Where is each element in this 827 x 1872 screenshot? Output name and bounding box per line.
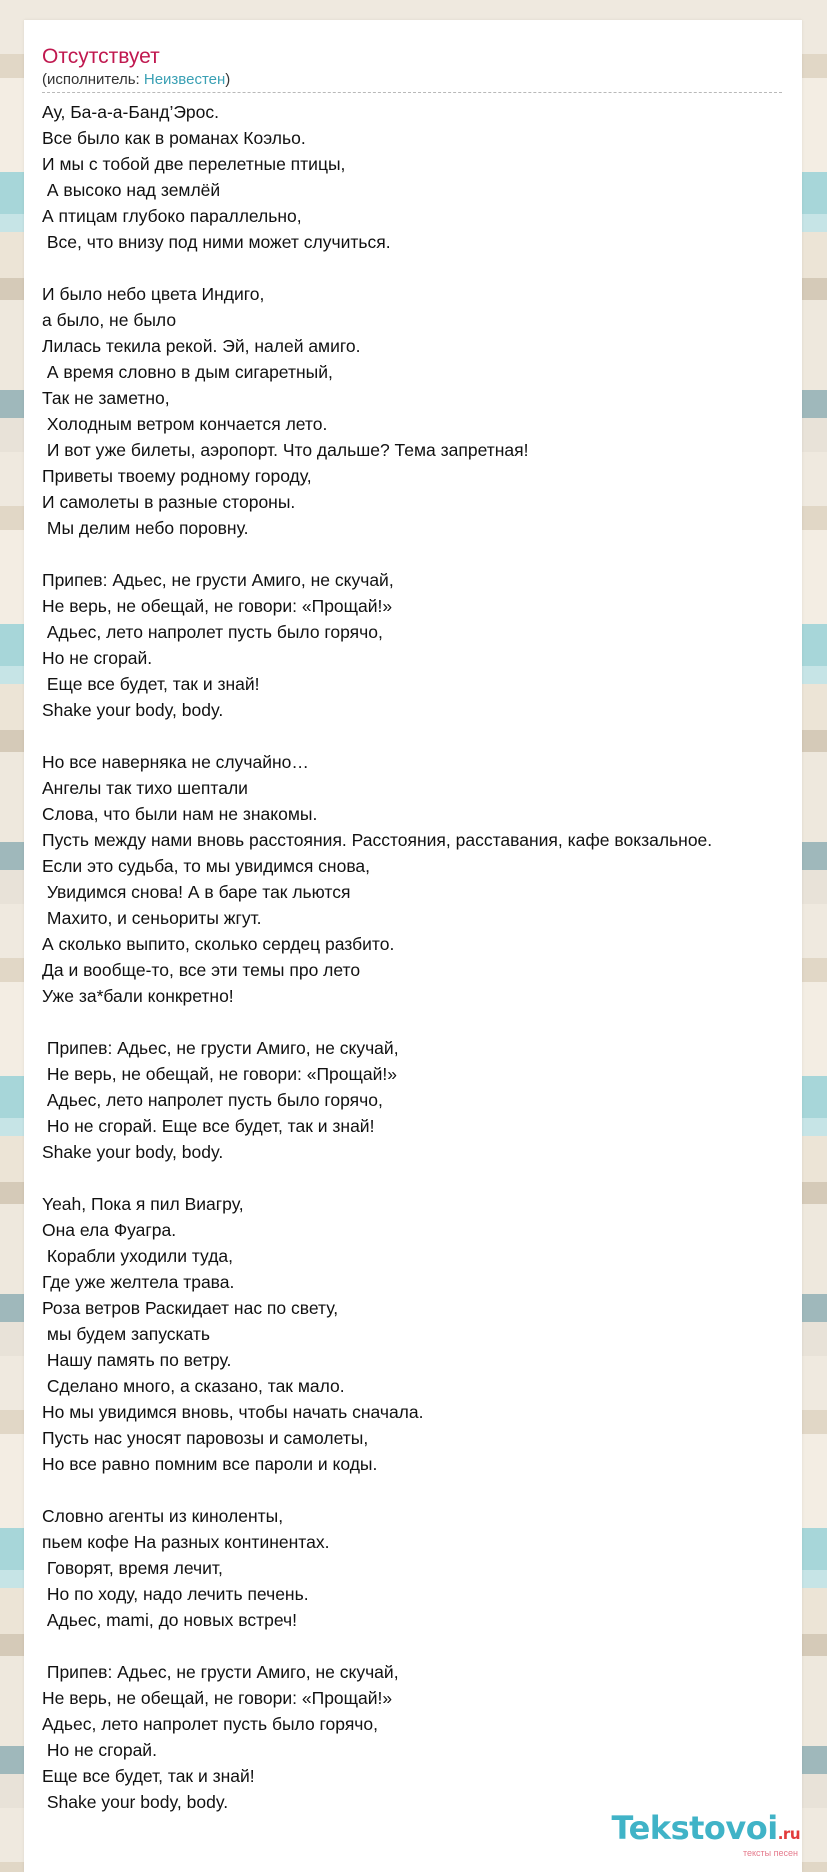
lyric-line: Говорят, время лечит, xyxy=(42,1558,223,1578)
lyric-line: Адьес, лето напролет пусть было горячо, xyxy=(42,1714,379,1734)
lyric-line: Корабли уходили туда, xyxy=(42,1246,234,1266)
stanza-break xyxy=(42,541,784,567)
lyric-line: Сделано много, а сказано, так мало. xyxy=(42,1376,345,1396)
lyric-line: Но не сгорай. xyxy=(42,648,153,668)
lyric-line: Yeah, Пока я пил Виагру, xyxy=(42,1194,244,1214)
header-divider xyxy=(42,92,782,93)
lyric-line: Роза ветров Раскидает нас по свету, xyxy=(42,1298,339,1318)
lyric-line: Не верь, не обещай, не говори: «Прощай!» xyxy=(42,596,393,616)
lyric-line: Припев: Адьес, не грусти Амиго, не скучай, xyxy=(42,1662,399,1682)
lyric-line: Словно агенты из киноленты, xyxy=(42,1506,284,1526)
lyric-line: Нашу память по ветру. xyxy=(42,1350,232,1370)
lyric-line: Еще все будет, так и знай! xyxy=(42,674,260,694)
stanza-break xyxy=(42,255,784,281)
stanza-break xyxy=(42,1477,784,1503)
lyric-line: Не верь, не обещай, не говори: «Прощай!» xyxy=(42,1064,398,1084)
lyric-line: А высоко над землёй xyxy=(42,180,221,200)
lyric-line: И было небо цвета Индиго, xyxy=(42,284,265,304)
lyric-line: Но мы увидимся вновь, чтобы начать сначала. xyxy=(42,1402,424,1422)
lyric-line: Слова, что были нам не знакомы. xyxy=(42,804,318,824)
lyric-line: И самолеты в разные стороны. xyxy=(42,492,296,512)
lyric-line: Лилась текила рекой. Эй, налей амиго. xyxy=(42,336,361,356)
artist-link[interactable]: Неизвестен xyxy=(143,71,226,88)
lyric-line: Но все равно помним все пароли и коды. xyxy=(42,1454,378,1474)
stanza-break xyxy=(42,1009,784,1035)
artist-line xyxy=(42,70,784,90)
logo-name: Tekstovoi xyxy=(611,1809,778,1847)
stanza-break xyxy=(42,723,784,749)
site-logo[interactable] xyxy=(612,1811,800,1858)
logo-subtitle: тексты песен xyxy=(742,1848,798,1858)
lyric-line: Так не заметно, xyxy=(42,388,170,408)
lyric-line: Увидимся снова! А в баре так льются xyxy=(42,882,351,902)
lyric-line: Еще все будет, так и знай! xyxy=(42,1766,255,1786)
lyric-line: Но по ходу, надо лечить печень. xyxy=(42,1584,309,1604)
lyric-line: Но все наверняка не случайно… xyxy=(42,752,309,772)
stanza-break xyxy=(42,1633,784,1659)
artist-suffix: ) xyxy=(225,71,231,88)
lyric-line: Где уже желтела трава. xyxy=(42,1272,235,1292)
logo-tld: .ru xyxy=(777,1825,800,1843)
lyric-line: Припев: Адьес, не грусти Амиго, не скучай, xyxy=(42,570,394,590)
lyric-line: И вот уже билеты, аэропорт. Что дальше? Тема запретная! xyxy=(42,440,529,460)
lyrics-text xyxy=(42,99,784,1815)
lyric-line: Она ела Фуагра. xyxy=(42,1220,177,1240)
lyric-line: мы будем запускать xyxy=(42,1324,211,1344)
lyric-line: Пусть нас уносят паровозы и самолеты, xyxy=(42,1428,369,1448)
lyric-line: Но не сгорай. xyxy=(42,1740,157,1760)
lyric-line: пьем кофе На разных континентах. xyxy=(42,1532,330,1552)
lyric-line: Пусть между нами вновь расстояния. Расстояния, расставания, кафе вокзальное. xyxy=(42,830,713,850)
lyric-line: Махито, и сеньориты жгут. xyxy=(42,908,262,928)
song-title: Отсутствует xyxy=(42,45,160,68)
lyric-line: Shake your body, body. xyxy=(42,1792,229,1812)
lyrics-card xyxy=(24,20,802,1872)
artist-prefix: (исполнитель: xyxy=(42,71,144,88)
lyric-line: Если это судьба, то мы увидимся снова, xyxy=(42,856,371,876)
lyric-line: а было, не было xyxy=(42,310,177,330)
lyric-line: А время словно в дым сигаретный, xyxy=(42,362,333,382)
lyric-line: А сколько выпито, сколько сердец разбито. xyxy=(42,934,395,954)
lyric-line: Но не сгорай. Еще все будет, так и знай! xyxy=(42,1116,375,1136)
lyric-line: Мы делим небо поровну. xyxy=(42,518,249,538)
lyric-line: Не верь, не обещай, не говори: «Прощай!» xyxy=(42,1688,393,1708)
lyric-line: Shake your body, body. xyxy=(42,700,224,720)
stanza-break xyxy=(42,1165,784,1191)
lyric-line: Адьес, лето напролет пусть было горячо, xyxy=(42,1090,383,1110)
lyric-line: А птицам глубоко параллельно, xyxy=(42,206,302,226)
lyric-line: Ау, Ба-а-а-Банд’Эрос. xyxy=(42,102,219,122)
lyric-line: И мы с тобой две перелетные птицы, xyxy=(42,154,346,174)
lyric-line: Уже за*бали конкретно! xyxy=(42,986,234,1006)
lyric-line: Холодным ветром кончается лето. xyxy=(42,414,328,434)
lyric-line: Shake your body, body. xyxy=(42,1142,224,1162)
lyric-line: Адьес, лето напролет пусть было горячо, xyxy=(42,622,383,642)
lyric-line: Все было как в романах Коэльо. xyxy=(42,128,306,148)
lyric-line: Адьес, mami, до новых встреч! xyxy=(42,1610,297,1630)
lyric-line: Все, что внизу под ними может случиться. xyxy=(42,232,391,252)
lyric-line: Да и вообще-то, все эти темы про лето xyxy=(42,960,361,980)
lyric-line: Ангелы так тихо шептали xyxy=(42,778,248,798)
lyric-line: Приветы твоему родному городу, xyxy=(42,466,312,486)
lyric-line: Припев: Адьес, не грусти Амиго, не скучай, xyxy=(42,1038,399,1058)
